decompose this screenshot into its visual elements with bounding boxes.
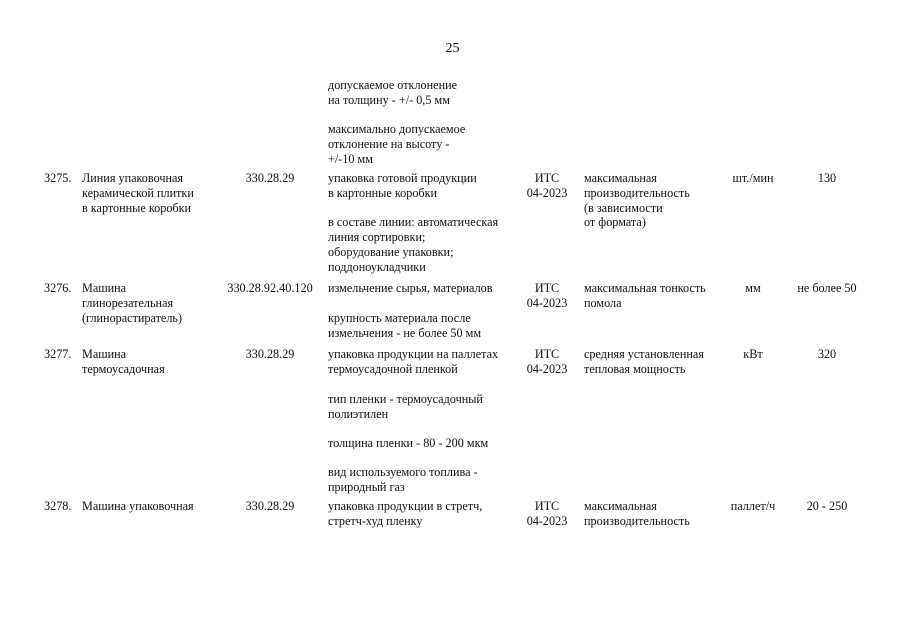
row-code: 330.28.29 [245, 347, 295, 361]
row-value: 130 [817, 171, 837, 185]
row-itc: ИТС [534, 171, 560, 185]
row-parameter: максимальная [584, 499, 657, 513]
row-itc: 04-2023 [526, 186, 568, 200]
row-characteristic: вид используемого топлива - [328, 465, 478, 479]
row-unit: паллет/ч [730, 499, 776, 513]
row-name: Машина [82, 281, 127, 295]
row-itc: ИТС [534, 499, 560, 513]
row-name: термоусадочная [82, 362, 165, 376]
row-characteristic: упаковка продукции на паллетах [328, 347, 499, 361]
row-number: 3278. [44, 499, 72, 513]
row-characteristic: природный газ [328, 480, 405, 494]
row-parameter: средняя установленная [584, 347, 704, 361]
row-characteristic: полиэтилен [328, 407, 389, 421]
row-parameter: максимальная тонкость [584, 281, 706, 295]
row-characteristic: крупность материала после [328, 311, 471, 325]
row-itc: 04-2023 [526, 362, 568, 376]
row-parameter: производительность [584, 186, 690, 200]
row-number: 3276. [44, 281, 72, 295]
row-characteristic: оборудование упаковки; [328, 245, 454, 259]
row-name: керамической плитки [82, 186, 194, 200]
row-name: Машина упаковочная [82, 499, 194, 513]
row-characteristic: линия сортировки; [328, 230, 426, 244]
intro-line: +/-10 мм [328, 152, 373, 166]
row-itc: 04-2023 [526, 514, 568, 528]
intro-line: отклонение на высоту - [328, 137, 450, 151]
row-characteristic: тип пленки - термоусадочный [328, 392, 483, 406]
row-characteristic: термоусадочной пленкой [328, 362, 458, 376]
row-parameter: (в зависимости [584, 201, 663, 215]
row-name: в картонные коробки [82, 201, 192, 215]
row-number: 3277. [44, 347, 72, 361]
row-characteristic: измельчения - не более 50 мм [328, 326, 482, 340]
row-value: 320 [817, 347, 837, 361]
row-value: 20 - 250 [806, 499, 848, 513]
row-parameter: тепловая мощность [584, 362, 686, 376]
row-characteristic: стретч-худ пленку [328, 514, 423, 528]
row-name: Машина [82, 347, 127, 361]
row-characteristic: упаковка готовой продукции [328, 171, 477, 185]
row-parameter: от формата) [584, 215, 646, 229]
row-itc: ИТС [534, 347, 560, 361]
intro-line: на толщину - +/- 0,5 мм [328, 93, 450, 107]
row-characteristic: измельчение сырья, материалов [328, 281, 493, 295]
row-characteristic: поддоноукладчики [328, 260, 426, 274]
row-unit: мм [745, 281, 761, 295]
intro-line: максимально допускаемое [328, 122, 466, 136]
row-unit: кВт [743, 347, 763, 361]
row-code: 330.28.92.40.120 [227, 281, 313, 295]
row-characteristic: упаковка продукции в стретч, [328, 499, 483, 513]
row-parameter: производительность [584, 514, 690, 528]
row-parameter: максимальная [584, 171, 657, 185]
row-name: Линия упаковочная [82, 171, 184, 185]
row-name: глинорезательная [82, 296, 174, 310]
row-code: 330.28.29 [245, 171, 295, 185]
row-number: 3275. [44, 171, 72, 185]
row-code: 330.28.29 [245, 499, 295, 513]
row-characteristic: толщина пленки - 80 - 200 мкм [328, 436, 489, 450]
row-itc: 04-2023 [526, 296, 568, 310]
row-parameter: помола [584, 296, 622, 310]
row-value: не более 50 [797, 281, 857, 295]
intro-line: допускаемое отклонение [328, 78, 458, 92]
row-itc: ИТС [534, 281, 560, 295]
row-unit: шт./мин [732, 171, 774, 185]
row-characteristic: в составе линии: автоматическая [328, 215, 499, 229]
row-name: (глинорастиратель) [82, 311, 183, 325]
page-number: 25 [445, 41, 460, 56]
row-characteristic: в картонные коробки [328, 186, 438, 200]
